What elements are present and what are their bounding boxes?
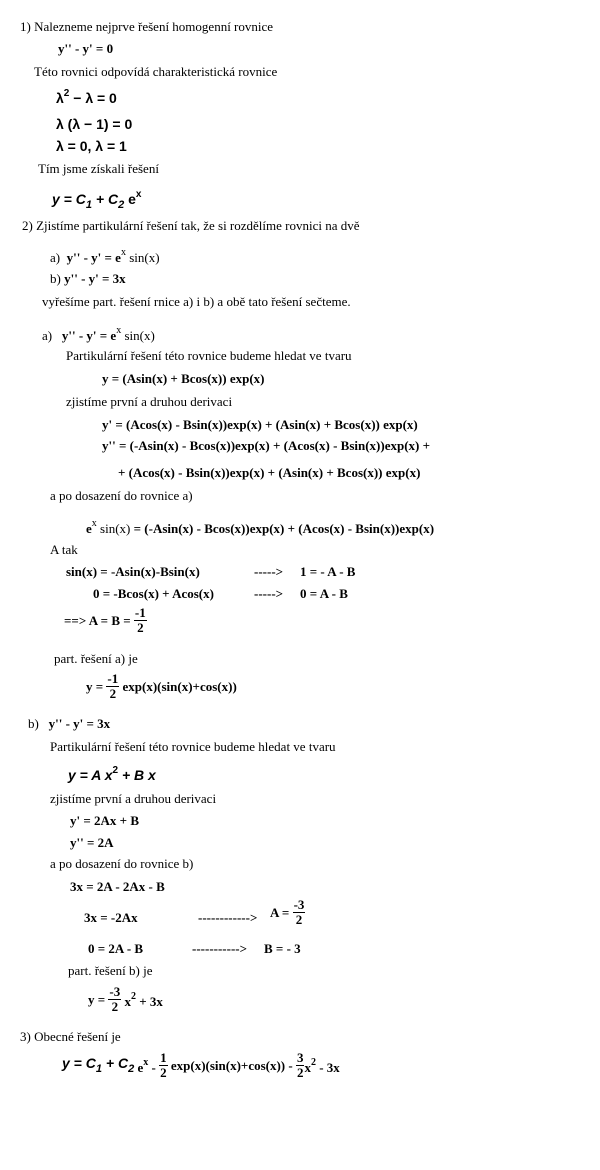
part-b-derivative-text: zjistíme první a druhou derivaci <box>50 791 217 806</box>
solve-both-text: vyřešíme part. řešení rnice a) i b) a obě tato řešení sečteme. <box>42 294 351 309</box>
fraction: $\frac{3}{2}$ <box>296 1050 304 1080</box>
part-b-equation: b) y'' - y' = 3x <box>28 716 111 731</box>
part-a-system-right-1: 1 = - A - B <box>300 564 356 579</box>
fraction: $\frac{-3}{2}$ <box>293 897 305 927</box>
part-a-substitution-text: a po dosazení do rovnice a) <box>50 488 193 503</box>
part-b-substituted-equation: 3x = 2A - 2Ax - B <box>70 879 165 894</box>
part-a-system-left-1: sin(x) = -Asin(x)-Bsin(x) <box>66 564 200 579</box>
part-a-system-arrow-1: -----> <box>254 564 284 579</box>
part-a-system-right-2: 0 = A - B <box>300 586 348 601</box>
split-equation-a: a) $y'' - y' = e^x$ sin(x) <box>50 247 160 265</box>
part-b-system-arrow-2: -----------> <box>192 941 248 956</box>
part-b-substitution-text: a po dosazení do rovnice b) <box>50 856 194 871</box>
part-a-second-derivative-1: y'' = (-Asin(x) - Bcos(x))exp(x) + (Acos(x) - Bsin(x))exp(x) + <box>102 438 431 453</box>
part-b-system-arrow-1: ------------> <box>198 910 258 925</box>
part-b-system-right-1: A = $\frac{-3}{2}$ <box>270 897 305 927</box>
part-b-particular-text: part. řešení b) je <box>68 963 153 978</box>
part-a-thus: A tak <box>50 542 78 557</box>
part-a-form-text: Partikulární řešení této rovnice budeme hledat ve tvaru <box>66 348 352 363</box>
part-a-first-derivative: y' = (Acos(x) - Bsin(x))exp(x) + (Asin(x) + Bcos(x)) exp(x) <box>102 417 418 432</box>
section-3-heading: 3) Obecné řešení je <box>20 1029 121 1044</box>
part-b-form-text: Partikulární řešení této rovnice budeme hledat ve tvaru <box>50 739 336 754</box>
obtained-solution-text: Tím jsme získali řešení <box>38 161 159 176</box>
part-a-particular-solution: y = $\frac{-1}{2}$ exp(x)(sin(x)+cos(x)) <box>86 671 237 701</box>
part-a-substituted-equation: $e^x$ sin(x) = (-Asin(x) - Bcos(x))exp(x) + (Acos(x) - Bsin(x))exp(x) <box>86 518 435 536</box>
part-a-system-left-2: 0 = -Bcos(x) + Acos(x) <box>93 586 214 601</box>
fraction: $\frac{-1}{2}$ <box>107 671 119 701</box>
part-b-ansatz: y = A $x^2 + B$ x <box>68 765 156 783</box>
roots: λ = 0, λ = 1 <box>56 138 127 154</box>
homogeneous-solution: $y = C_1 + C_2$ $e^x$ <box>52 189 142 211</box>
part-a-coefficients: ==> A = B = $\frac{-1}{2}$ <box>64 605 146 635</box>
fraction: $\frac{1}{2}$ <box>160 1050 167 1080</box>
part-a-second-derivative-2: + (Acos(x) - Bsin(x))exp(x) + (Asin(x) + Bcos(x)) exp(x) <box>118 465 421 480</box>
part-b-system-right-2: B = - 3 <box>264 941 301 956</box>
part-b-second-derivative: y'' = 2A <box>70 835 114 850</box>
part-b-system-left-2: 0 = 2A - B <box>88 941 144 956</box>
fraction: $\frac{-3}{2}$ <box>109 984 121 1014</box>
split-equation-b: b) y'' - y' = 3x <box>50 271 126 286</box>
characteristic-equation: $\lambda^2 - \lambda = 0$ <box>56 88 117 106</box>
part-b-particular-solution: y = $\frac{-3}{2}$ $x^2 + 3x$ <box>88 984 163 1014</box>
part-b-system-left-1: 3x = -2Ax <box>84 910 138 925</box>
part-a-ansatz: y = (Asin(x) + Bcos(x)) exp(x) <box>102 371 265 386</box>
part-a-system-arrow-2: -----> <box>254 586 284 601</box>
part-a-derivative-text: zjistíme první a druhou derivaci <box>66 394 233 409</box>
part-a-equation: a) $y'' - y' = e^x$ sin(x) <box>42 325 155 343</box>
homogeneous-equation: y'' - y' = 0 <box>58 41 114 56</box>
factored-equation: λ (λ − 1) = 0 <box>56 116 133 132</box>
part-b-first-derivative: y' = 2Ax + B <box>70 813 139 828</box>
part-a-particular-text: part. řešení a) je <box>54 651 138 666</box>
fraction: $\frac{-1}{2}$ <box>134 605 146 635</box>
section-1-heading: 1) Nalezneme nejprve řešení homogenní rovnice <box>20 19 274 34</box>
characteristic-text: Této rovnici odpovídá charakteristická rovnice <box>34 64 278 79</box>
general-solution: $y = C_1 + C_2$ $e^x$ - $\frac{1}{2}$ exp(x)(sin(x)+cos(x)) - $\frac{3}{2}$ $x^2 - 3x$ <box>62 1050 340 1080</box>
section-2-heading: 2) Zjistíme partikulární řešení tak, že si rozdělíme rovnici na dvě <box>22 218 360 233</box>
